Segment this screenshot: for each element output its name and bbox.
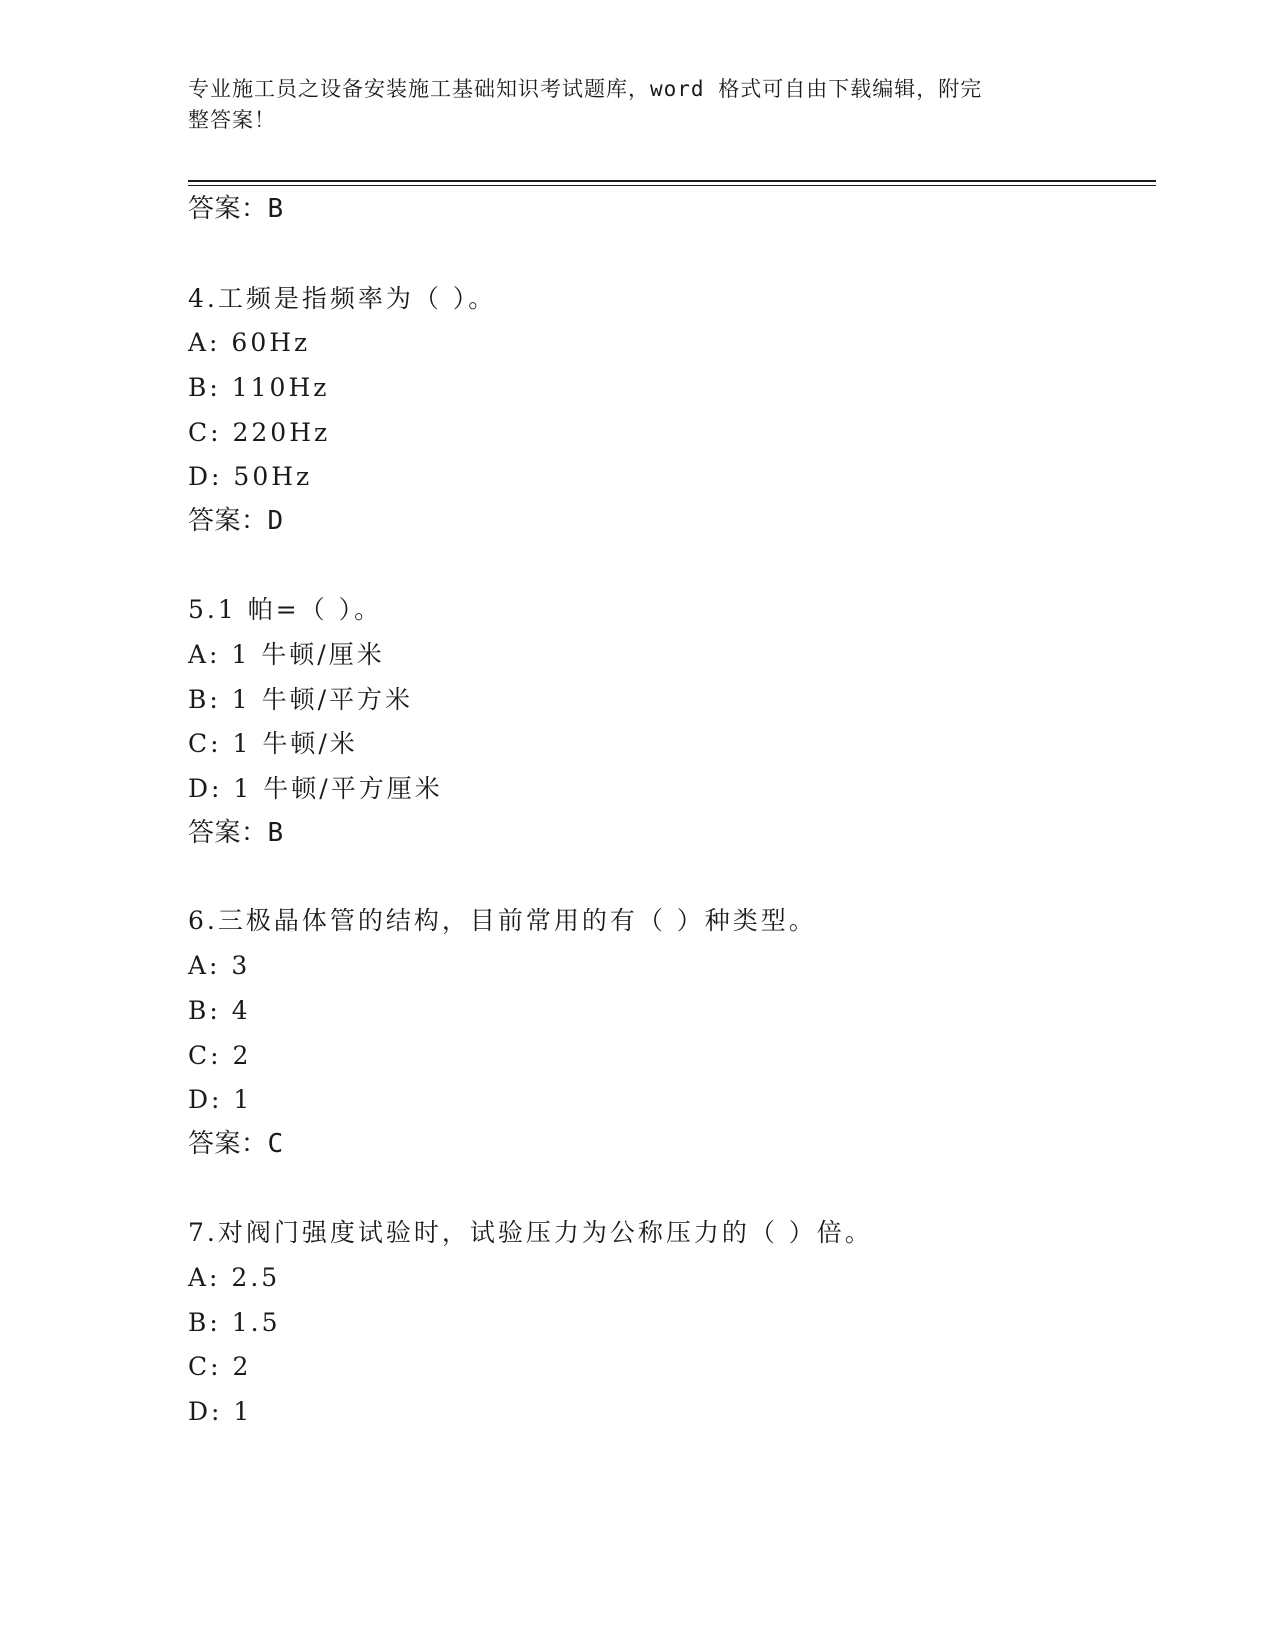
- question-5-option-a: A: 1 牛顿/厘米: [188, 640, 385, 669]
- header-divider-thin: [188, 185, 1156, 186]
- question-4-option-d: D: 50Hz: [188, 462, 313, 491]
- question-4-option-b: B: 110Hz: [188, 373, 330, 402]
- header-divider: [188, 180, 1156, 182]
- document-header: [188, 74, 1078, 136]
- question-6-title: 6.三极晶体管的结构，目前常用的有（ ）种类型。: [188, 906, 817, 935]
- question-7-title: 7.对阀门强度试验时，试验压力为公称压力的（ ）倍。: [188, 1218, 873, 1247]
- question-4-title: 4.工频是指频率为（ ）。: [188, 284, 497, 313]
- answer-q3: 答案：B: [188, 194, 284, 224]
- question-7-option-d: D: 1: [188, 1397, 253, 1426]
- question-4-option-a: A: 60Hz: [188, 328, 311, 357]
- question-5-title: 5.1 帕=（ ）。: [188, 595, 383, 624]
- question-7-option-a: A: 2.5: [188, 1263, 281, 1292]
- question-5-option-d: D: 1 牛顿/平方厘米: [188, 774, 443, 803]
- question-6-answer: 答案：C: [188, 1129, 284, 1159]
- question-6-option-c: C: 2: [188, 1041, 252, 1070]
- question-6-option-d: D: 1: [188, 1085, 253, 1114]
- question-5-option-c: C: 1 牛顿/米: [188, 729, 358, 758]
- question-4-answer: 答案：D: [188, 506, 284, 536]
- question-5-option-b: B: 1 牛顿/平方米: [188, 685, 414, 714]
- question-4-option-c: C: 220Hz: [188, 418, 331, 447]
- question-7-option-b: B: 1.5: [188, 1308, 281, 1337]
- header-line-2: 整答案！: [188, 108, 276, 132]
- header-line-1: 专业施工员之设备安装施工基础知识考试题库，word 格式可自由下载编辑，附完: [188, 77, 983, 101]
- question-6-option-a: A: 3: [188, 951, 251, 980]
- question-5-answer: 答案：B: [188, 818, 284, 848]
- question-6-option-b: B: 4: [188, 996, 251, 1025]
- question-7-option-c: C: 2: [188, 1352, 252, 1381]
